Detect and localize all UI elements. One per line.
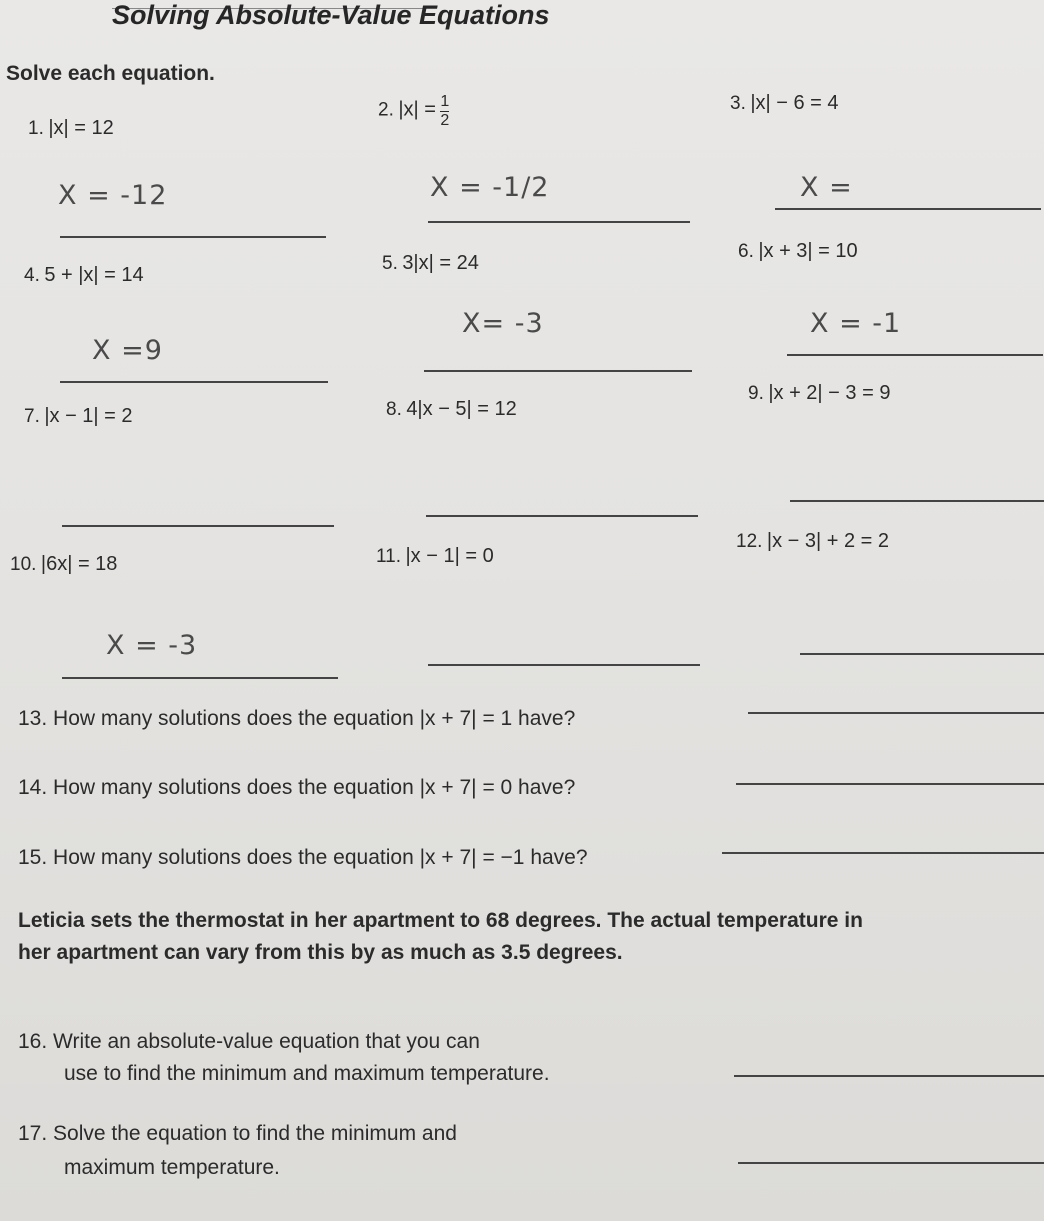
answer-line-16[interactable] xyxy=(734,1075,1044,1077)
answer-line-9[interactable] xyxy=(790,500,1044,502)
fraction xyxy=(440,93,449,130)
answer-line-1[interactable] xyxy=(60,236,326,238)
problem-equation: |x| − 6 = 4 xyxy=(750,92,839,114)
problem-equation: |x| = xyxy=(398,98,436,121)
problem-6 xyxy=(738,240,858,263)
answer-line-6[interactable] xyxy=(787,354,1043,356)
problem-9 xyxy=(748,382,890,405)
problem-equation: |x| = 12 xyxy=(48,117,114,139)
problem-equation: |x − 3| + 2 = 2 xyxy=(766,530,890,552)
problem-number: 7. xyxy=(24,406,40,427)
answer-line-11[interactable] xyxy=(428,664,700,666)
problem-number: 12. xyxy=(736,531,763,552)
problem-number: 5. xyxy=(382,253,398,274)
problem-equation: |6x| = 18 xyxy=(40,553,118,575)
answer-4-handwritten: X =9 xyxy=(92,335,163,366)
answer-5-handwritten: X= -3 xyxy=(462,308,544,339)
problem-10 xyxy=(10,553,117,576)
question-17-line-1: 17. Solve the equation to find the minimum and xyxy=(18,1122,457,1145)
problem-equation: 3|x| = 24 xyxy=(402,252,479,274)
problem-number: 6. xyxy=(738,241,754,262)
problem-3 xyxy=(730,92,839,115)
word-problem-paragraph: Leticia sets the thermostat in her apartment to 68 degrees. The actual temperature in her apartment can vary from this by as much as 3.5 degrees. xyxy=(18,909,863,964)
problem-number: 8. xyxy=(386,399,402,420)
answer-1-handwritten: X = -12 xyxy=(58,180,168,211)
question-14: 14. How many solutions does the equation |x + 7| = 0 have? xyxy=(18,776,576,799)
answer-line-13[interactable] xyxy=(748,712,1044,714)
problem-2 xyxy=(378,93,449,130)
answer-line-3[interactable] xyxy=(775,208,1041,210)
instructions: Solve each equation. xyxy=(6,62,215,85)
problem-11 xyxy=(376,545,494,568)
fraction-denominator: 2 xyxy=(440,112,450,129)
answer-line-17[interactable] xyxy=(738,1162,1044,1164)
answer-6-handwritten: X = -1 xyxy=(810,308,902,339)
answer-line-8[interactable] xyxy=(426,515,698,517)
problem-4 xyxy=(24,264,144,287)
problem-1 xyxy=(28,117,114,140)
answer-line-12[interactable] xyxy=(800,653,1044,655)
answer-2-handwritten: X = -1/2 xyxy=(430,172,550,203)
problem-12 xyxy=(736,530,889,553)
answer-3-handwritten: X = xyxy=(800,172,853,203)
problem-equation: |x − 1| = 2 xyxy=(44,405,133,427)
problem-5 xyxy=(382,252,479,275)
problem-equation: |x − 1| = 0 xyxy=(405,545,494,567)
problem-number: 9. xyxy=(748,383,764,404)
problem-number: 2. xyxy=(378,99,394,121)
answer-line-7[interactable] xyxy=(62,525,334,527)
problem-equation: 5 + |x| = 14 xyxy=(44,264,144,286)
problem-number: 4. xyxy=(24,265,40,286)
fraction-numerator: 1 xyxy=(440,93,450,110)
answer-line-14[interactable] xyxy=(736,783,1044,785)
problem-number: 11. xyxy=(376,546,402,567)
question-16-line-2: use to find the minimum and maximum temperature. xyxy=(64,1062,550,1085)
problem-8 xyxy=(386,398,517,421)
answer-line-4[interactable] xyxy=(60,381,328,383)
answer-line-5[interactable] xyxy=(424,370,692,372)
question-16-line-1: 16. Write an absolute-value equation that you can xyxy=(18,1030,480,1053)
problem-equation: |x + 2| − 3 = 9 xyxy=(768,382,891,404)
question-13: 13. How many solutions does the equation |x + 7| = 1 have? xyxy=(18,707,576,730)
problem-7 xyxy=(24,405,133,428)
problem-number: 10. xyxy=(10,554,37,575)
problem-number: 3. xyxy=(730,93,746,114)
problem-number: 1. xyxy=(28,118,44,139)
page-title: Solving Absolute-Value Equations xyxy=(112,0,550,30)
problem-equation: |x + 3| = 10 xyxy=(758,240,858,262)
answer-line-2[interactable] xyxy=(428,221,690,223)
question-15: 15. How many solutions does the equation |x + 7| = −1 have? xyxy=(18,846,588,869)
answer-line-10[interactable] xyxy=(62,677,338,679)
answer-line-15[interactable] xyxy=(722,852,1044,854)
answer-10-handwritten: X = -3 xyxy=(106,630,198,661)
problem-equation: 4|x − 5| = 12 xyxy=(406,398,517,420)
question-17-line-2: maximum temperature. xyxy=(64,1156,280,1179)
